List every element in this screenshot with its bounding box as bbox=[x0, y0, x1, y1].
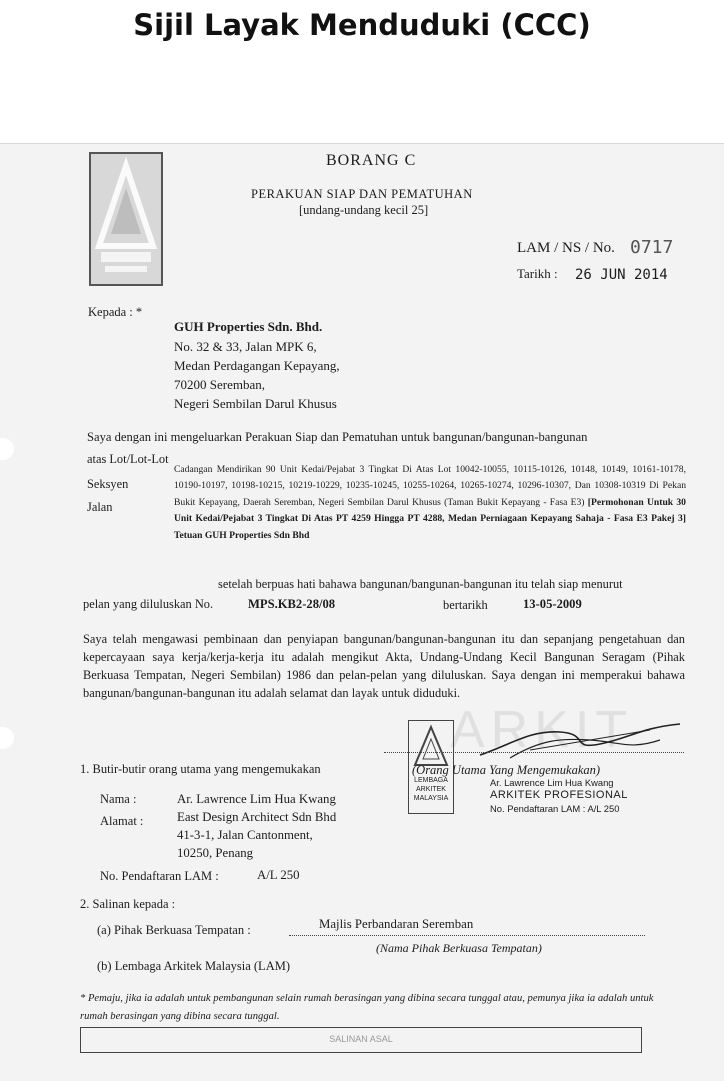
section1-heading: 1. Butir-butir orang utama yang mengemukakan bbox=[80, 762, 321, 776]
signature-caption: (Orang Utama Yang Mengemukakan) bbox=[412, 763, 601, 777]
date-label: Tarikh : bbox=[517, 266, 558, 281]
signature-line bbox=[384, 752, 684, 753]
lam-logo-icon bbox=[91, 154, 161, 284]
address-line: East Design Architect Sdn Bhd bbox=[177, 810, 337, 824]
plan-label: pelan yang diluluskan No. bbox=[83, 597, 214, 611]
section2-heading: 2. Salinan kepada : bbox=[80, 897, 176, 911]
signer-role: ARKITEK PROFESIONAL bbox=[490, 789, 628, 801]
dated-label: bertarikh bbox=[443, 598, 488, 612]
ref-number: 0717 bbox=[630, 237, 674, 258]
lot-label: atas Lot/Lot-Lot bbox=[87, 452, 169, 466]
dated-value: 13-05-2009 bbox=[523, 597, 582, 611]
description-text: Cadangan Mendirikan 90 Unit Kedai/Pejabat 3 Tingkat Di Atas Lot 10042-10055, 10115-10126, 10148, 10149, 10161-10178, 10190-10197, 10198-10215, 10219-10229, 10235-10245, 10255-10264, 10265-10274, 10296-10307, Dan 10308-10319 Di Pekan Bukit Kepayang, Daerah Seremban, Negeri Sembilan Darul Khusus (Taman Bukit Kepayang - Fasa E3) bbox=[174, 464, 686, 508]
footnote: * Pemaju, jika ia adalah untuk pembangunan selain rumah berasingan yang dibina secara tunggal atau, pemunya jika ia adalah untuk rumah berasingan yang dibina secara tunggal. bbox=[80, 993, 654, 1022]
signature-scribble bbox=[470, 710, 690, 770]
lam-copy-label: (b) Lembaga Arkitek Malaysia (LAM) bbox=[97, 959, 290, 973]
authority-caption: (Nama Pihak Berkuasa Tempatan) bbox=[376, 941, 542, 955]
stamp-text: ARKITEK bbox=[416, 786, 446, 793]
lam-reg-label: No. Pendaftaran LAM : bbox=[100, 869, 219, 883]
lam-logo bbox=[89, 152, 163, 286]
authority-value: Majlis Perbandaran Seremban bbox=[319, 917, 474, 931]
footer-box bbox=[80, 1027, 642, 1053]
form-subheading: PERAKUAN SIAP DAN PEMATUHAN bbox=[251, 187, 473, 201]
recipient-address-line: Negeri Sembilan Darul Khusus bbox=[174, 396, 337, 411]
plan-number: MPS.KB2-28/08 bbox=[248, 597, 336, 611]
recipient-label: Kepada : * bbox=[88, 305, 143, 319]
signer-name: Ar. Lawrence Lim Hua Kwang bbox=[490, 777, 614, 788]
recipient-address-line: 70200 Seremban, bbox=[174, 377, 265, 392]
authority-label: (a) Pihak Berkuasa Tempatan : bbox=[97, 923, 251, 937]
declaration-paragraph: Saya telah mengawasi pembinaan dan penyiapan bangunan/bangunan-bangunan itu dan sepanjang pengetahuan dan kepercayaan saya kerja/kerja-kerja itu adalah mengikut Akta, Undang-Undang Kecil Bangunan Seragam (Pihak Berkuasa Tempatan, Negeri Sembilan) 1986 dan pelan-pelan yang diluluskan. Saya dengan ini memperakui bahawa bangunan/bangunan-bangunan itu adalah selamat dan layak untuk diduduki. bbox=[83, 632, 685, 700]
authority-line bbox=[289, 935, 645, 936]
cert-intro: Saya dengan ini mengeluarkan Perakuan Siap dan Pematuhan untuk bangunan/bangunan-bangunan bbox=[87, 430, 588, 444]
page-title: Sijil Layak Menduduki (CCC) bbox=[133, 8, 591, 42]
seksyen-label: Seksyen bbox=[87, 477, 129, 491]
description-bold-text: [Permohonan Untuk 30 Unit Kedai/Pejabat 3 Tingkat Di Atas PT 4259 Hingga PT 4288, Medan Perniagaan Kepayang Sahaja - Fasa E3 Pakej 3] Tetuan GUH Properties Sdn Bhd bbox=[174, 496, 686, 541]
address-line: 41-3-1, Jalan Cantonment, bbox=[177, 828, 313, 842]
recipient-name: GUH Properties Sdn. Bhd. bbox=[174, 319, 323, 334]
stamp-text: MALAYSIA bbox=[413, 795, 449, 802]
name-value: Ar. Lawrence Lim Hua Kwang bbox=[177, 792, 336, 806]
form-law: [undang-undang kecil 25] bbox=[299, 203, 429, 217]
date-value: 26 JUN 2014 bbox=[575, 267, 668, 283]
lam-reg-value: A/L 250 bbox=[257, 868, 300, 882]
name-label: Nama : bbox=[100, 792, 137, 806]
address-label: Alamat : bbox=[100, 814, 144, 828]
address-line: 10250, Penang bbox=[177, 846, 254, 860]
signer-registration: No. Pendaftaran LAM : A/L 250 bbox=[490, 803, 620, 814]
recipient-address-line: Medan Perdagangan Kepayang, bbox=[174, 358, 340, 373]
watermark: ARKIT bbox=[450, 701, 634, 759]
form-heading: BORANG C bbox=[326, 152, 417, 169]
jalan-label: Jalan bbox=[87, 500, 113, 514]
footer-box-text: SALINAN ASAL bbox=[329, 1034, 393, 1044]
recipient-address-line: No. 32 & 33, Jalan MPK 6, bbox=[174, 339, 317, 354]
cert-after: setelah berpuas hati bahawa bangunan/bangunan-bangunan itu telah siap menurut bbox=[218, 577, 623, 591]
stamp-text: LEMBAGA bbox=[414, 777, 448, 784]
ref-label: LAM / NS / No. bbox=[517, 240, 615, 256]
project-description bbox=[174, 462, 686, 544]
